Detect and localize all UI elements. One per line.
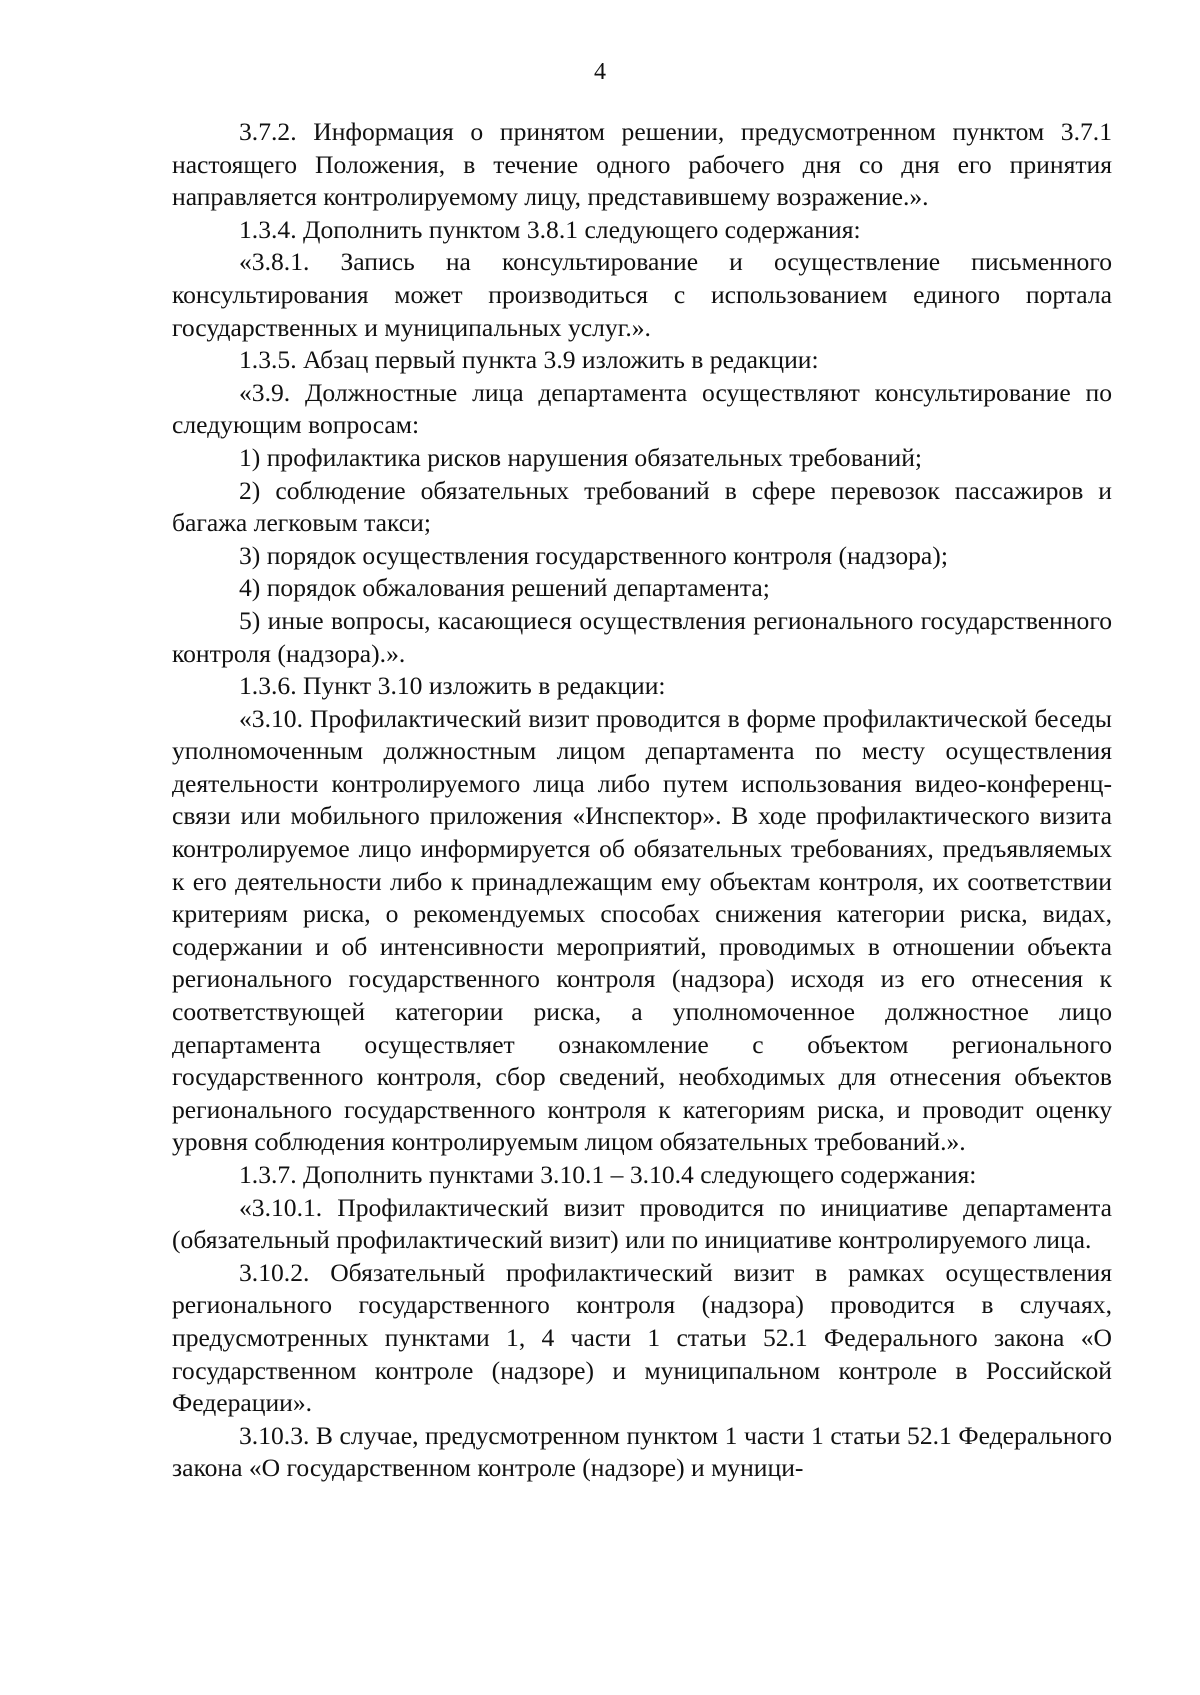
paragraph-1-3-6: 1.3.6. Пункт 3.10 изложить в редакции: — [239, 671, 666, 701]
paragraph-1-3-4: 1.3.4. Дополнить пунктом 3.8.1 следующего содержания: — [239, 214, 861, 244]
list-item-5: 5) иные вопросы, касающиеся осуществления регионального государственного контроля (надзора).». — [172, 605, 1112, 668]
paragraph-3-7-2: 3.7.2. Информация о принятом решении, предусмотренном пунктом 3.7.1 настоящего Положения, в течение одного рабочего дня со дня его принятия направляется контролируемому лицу, представившему возражение.». — [172, 117, 1112, 212]
paragraph-3-10-3: 3.10.3. В случае, предусмотренном пунктом 1 части 1 статьи 52.1 Федерального закона «О государственном контроле (надзоре) и муници- — [172, 1420, 1112, 1483]
document-body — [172, 116, 1112, 1485]
paragraph-1-3-5: 1.3.5. Абзац первый пункта 3.9 изложить в редакции: — [239, 345, 819, 375]
paragraph-3-10-2: 3.10.2. Обязательный профилактический визит в рамках осуществления регионального государственного контроля (надзора) проводится в случаях, предусмотренных пунктами 1, 4 части 1 статьи 52.1 Федерального закона «О государственном контроле (надзоре) и муниципальном контроле в Российской Федерации». — [172, 1257, 1112, 1418]
page-number: 4 — [594, 59, 606, 85]
paragraph-3-10: «3.10. Профилактический визит проводится в форме профилактической беседы уполномоченным должностным лицом департамента по месту осуществления деятельности контролируемого лица либо путем использования видео-конференц-связи или мобильного приложения «Инспектор». В ходе профилактического визита контролируемое лицо информируется об обязательных требованиях, предъявляемых к его деятельности либо к принадлежащим ему объектам контроля, их соответствии критериям риска, о рекомендуемых способах снижения категории риска, видах, содержании и об интенсивности мероприятий, проводимых в отношении объекта регионального государственного контроля (надзора) исходя из его отнесения к соответствующей категории риска, а уполномоченное должностное лицо департамента осуществляет ознакомление с объектом регионального государственного контроля, сбор сведений, необходимых для отнесения объектов регионального государственного контроля к категориям риска, и проводит оценку уровня соблюдения контролируемым лицом обязательных требований.». — [172, 703, 1112, 1157]
paragraph-3-9: «3.9. Должностные лица департамента осуществляют консультирование по следующим вопросам: — [172, 377, 1112, 440]
paragraph-3-8-1: «3.8.1. Запись на консультирование и осуществление письменного консультирования может производиться с использованием единого портала государственных и муниципальных услуг.». — [172, 247, 1112, 342]
list-item-4: 4) порядок обжалования решений департамента; — [239, 573, 770, 603]
list-item-1: 1) профилактика рисков нарушения обязательных требований; — [239, 442, 923, 472]
list-item-3: 3) порядок осуществления государственного контроля (надзора); — [239, 540, 948, 570]
list-item-2: 2) соблюдение обязательных требований в сфере перевозок пассажиров и багажа легковым такси; — [172, 475, 1112, 538]
paragraph-3-10-1: «3.10.1. Профилактический визит проводится по инициативе департамента (обязательный профилактический визит) или по инициативе контролируемого лица. — [172, 1192, 1112, 1255]
paragraph-1-3-7: 1.3.7. Дополнить пунктами 3.10.1 – 3.10.4 следующего содержания: — [239, 1160, 977, 1189]
